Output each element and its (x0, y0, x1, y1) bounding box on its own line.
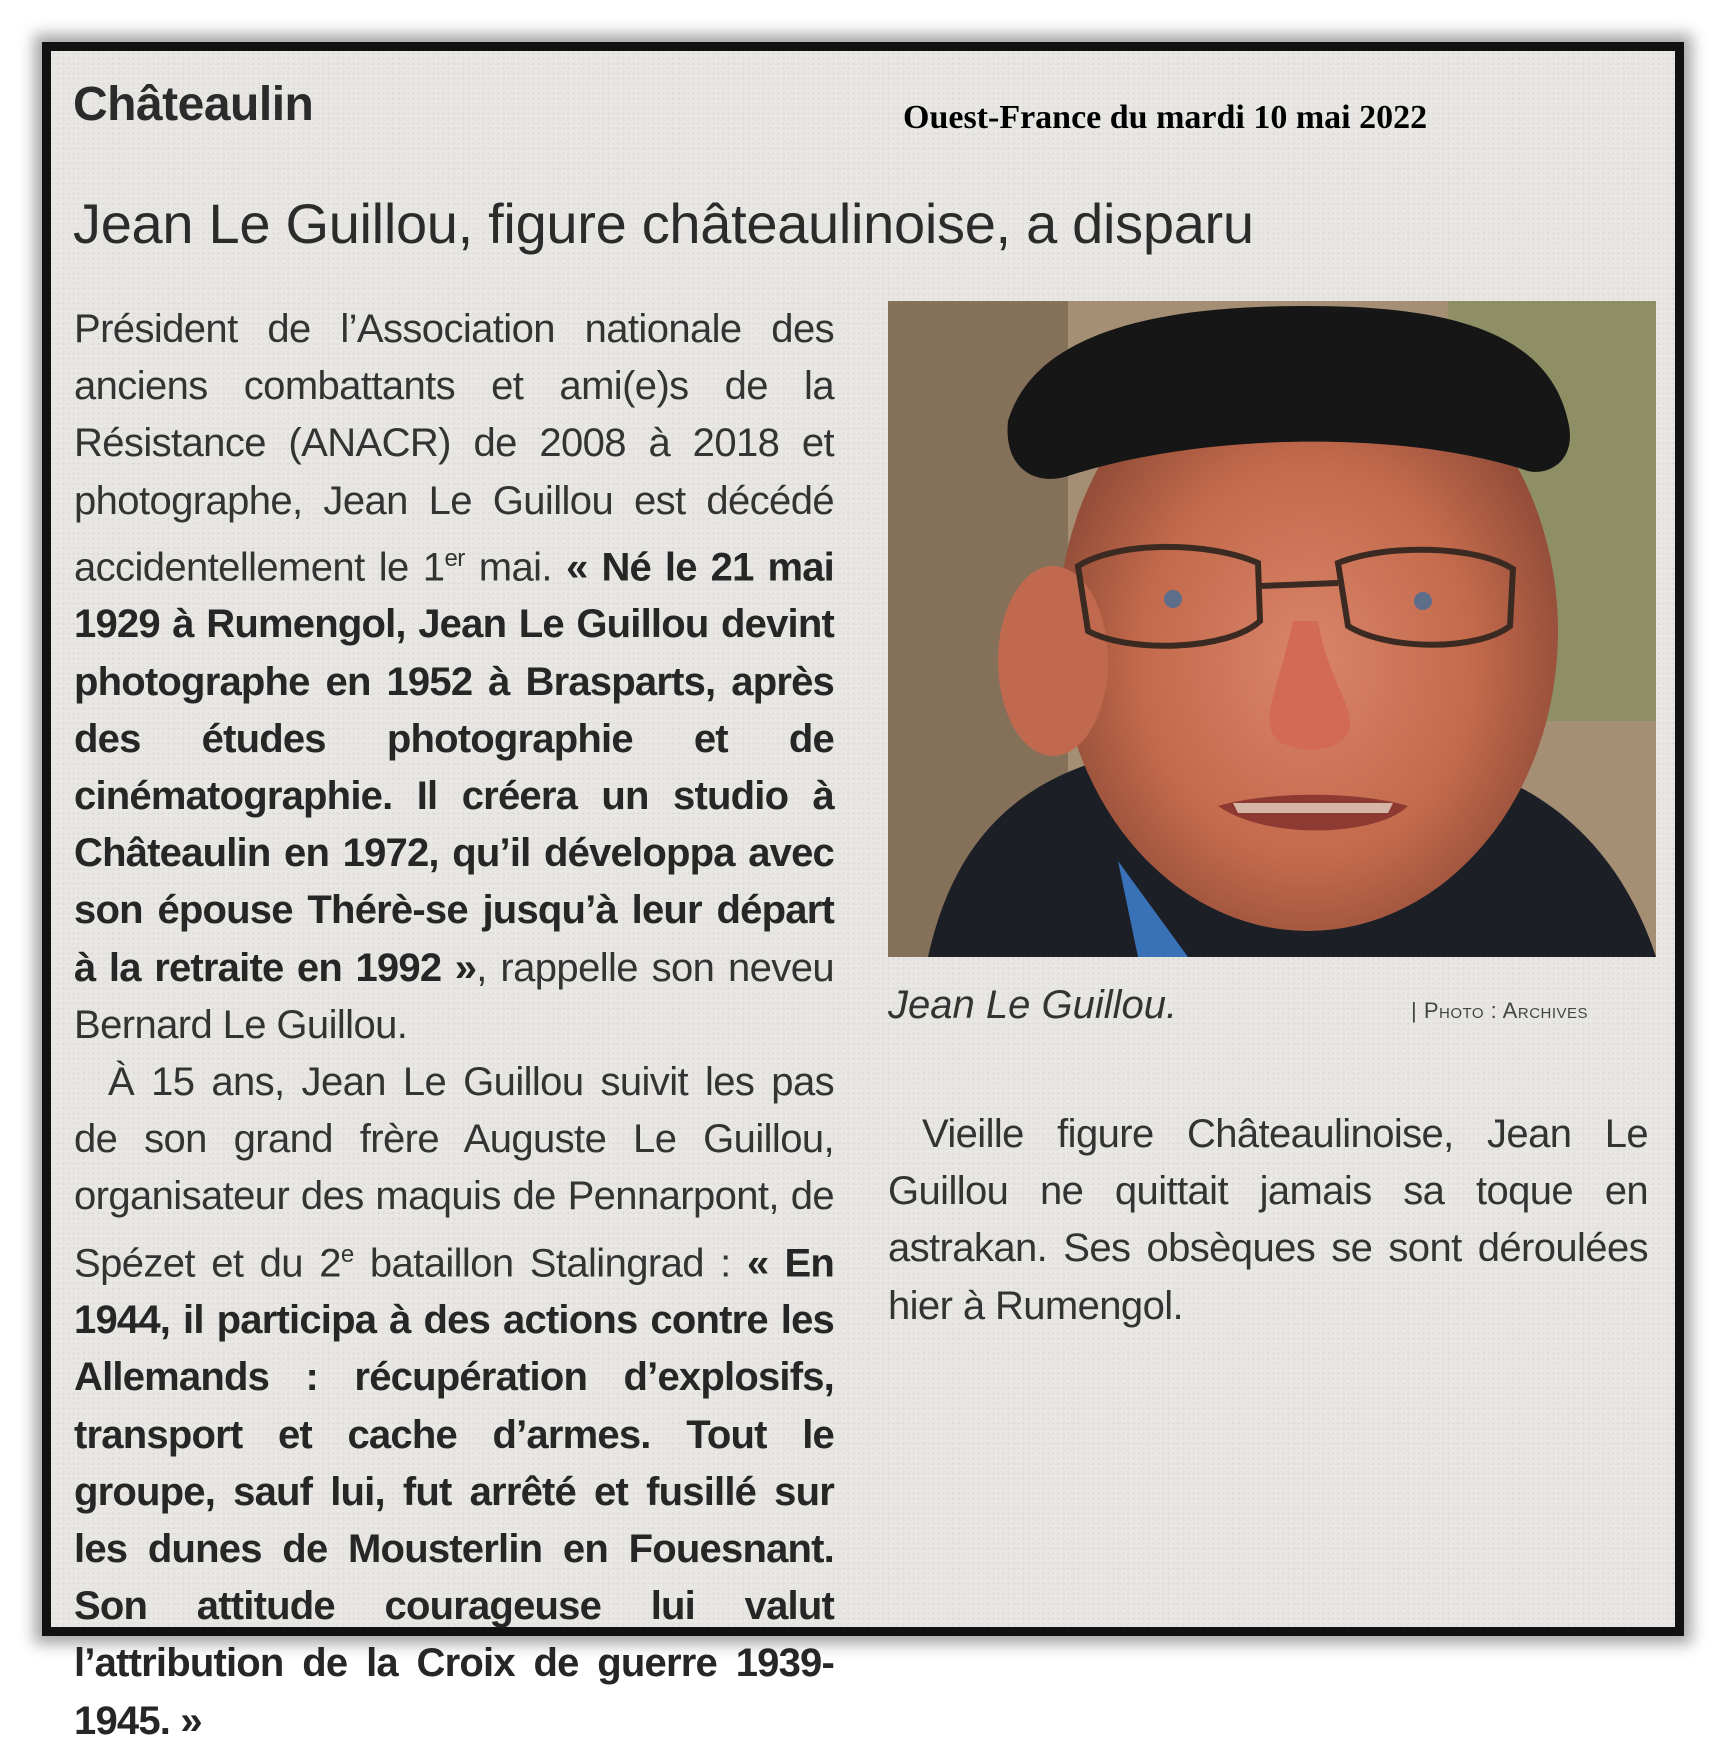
article-column-right (888, 1106, 1648, 1335)
paragraph-1 (74, 301, 834, 1054)
section-title: Châteaulin (73, 78, 314, 131)
p1-sup: er (444, 544, 465, 572)
p1-intro: Président de l’Association nationale des anciens combattants et ami(e)s de la Résistance (ANACR) de 2008 à 2018 et photographe, Jean Le Guillou est décédé accidentellement le 1 (74, 307, 834, 590)
newspaper-clipping (51, 51, 1675, 1743)
source-line: Ouest-France du mardi 10 mai 2022 (903, 99, 1428, 136)
p1-intro-end: mai. (464, 545, 567, 590)
paragraph-3: Vieille figure Châteaulinoise, Jean Le Guillou ne quittait jamais sa toque en astrakan. Ses obsèques se sont déroulées hier à Rumengol. (888, 1112, 1648, 1328)
p2-intro-end: bataillon Stalingrad : (353, 1240, 747, 1285)
paragraph-2 (74, 1054, 834, 1750)
photo-caption: Jean Le Guillou. (888, 983, 1178, 1027)
article-frame (42, 42, 1684, 1743)
photo-credit: | Photo : Archives (1411, 998, 1589, 1023)
headline: Jean Le Guillou, figure châteaulinoise, a disparu (73, 192, 1254, 255)
portrait-photo (888, 301, 1656, 957)
article-column-left (74, 301, 834, 1750)
p1-attribution: , rappelle son neveu Bernard Le Guillou. (74, 945, 834, 1047)
p2-sup: e (340, 1240, 354, 1268)
portrait-illustration (888, 301, 1656, 957)
p2-intro: À 15 ans, Jean Le Guillou suivit les pas de son grand frère Auguste Le Guillou, organisateur des maquis de Pennarpont, de Spézet et du 2 (74, 1059, 834, 1285)
p2-quote: « En 1944, il participa à des actions contre les Allemands : récupération d’explosifs, transport et cache d’armes. Tout le groupe, sauf lui, fut arrêté et fusillé sur les dunes de Mousterlin en Fouesnant. Son attitude courageuse lui valut l’attribution de la Croix de guerre 1939-1945. » (74, 1240, 834, 1743)
p1-quote: « Né le 21 mai 1929 à Rumengol, Jean Le Guillou devint photographe en 1952 à Brasparts, après des études photographie et de cinématographie. Il créera un studio à Châteaulin en 1972, qu’il développa avec son épouse Thérè-se jusqu’à leur départ à la retraite en 1992 » (74, 545, 834, 990)
